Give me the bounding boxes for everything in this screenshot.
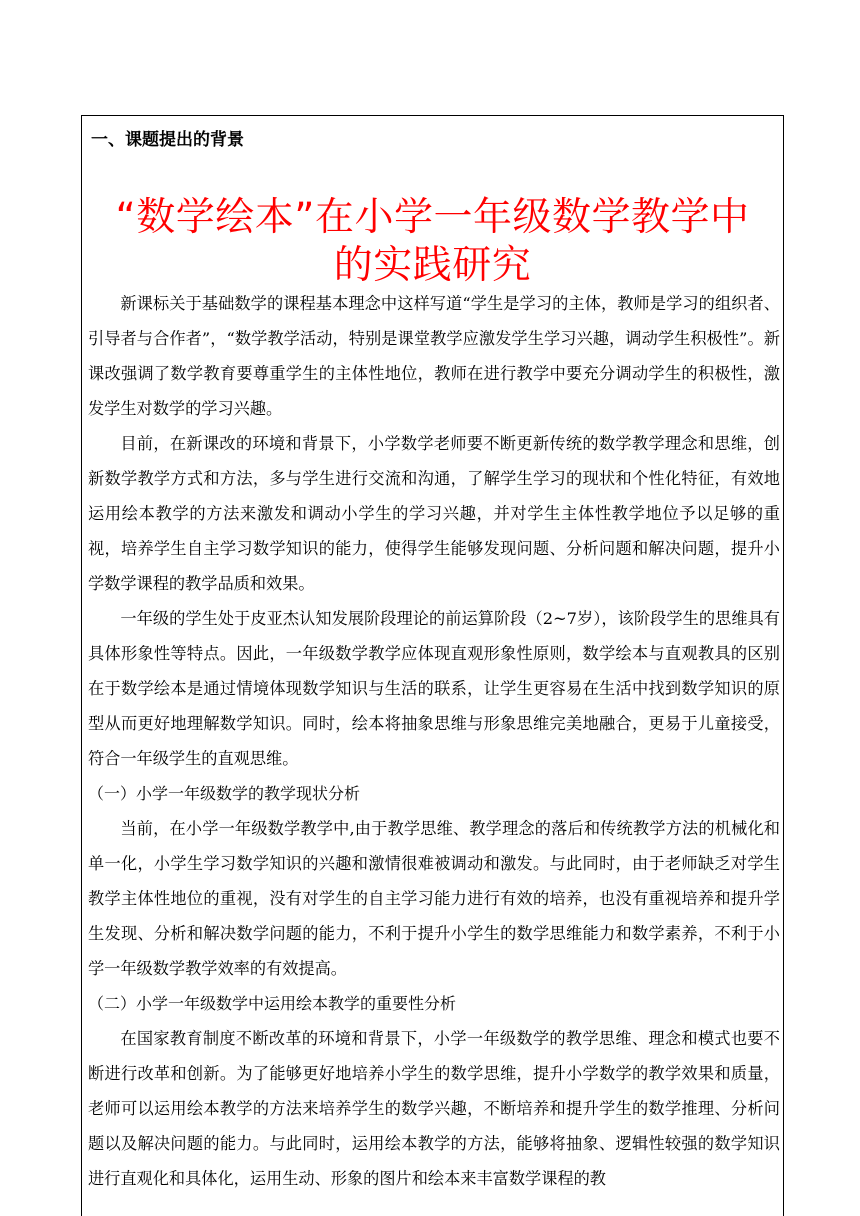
section-heading: 一、课题提出的背景 xyxy=(91,130,244,150)
title-line-2: 的实践研究 xyxy=(333,243,532,288)
subsection-2-paragraph: 在国家教育制度不断改革的环境和背景下，小学一年级数学的教学思维、理念和模式也要不断进行改革和创新。为了能够更好地培养小学生的数学思维，提升小学数学的教学效果和质量，老师可以运用绘本教学的方法来培养学生的数学兴趣，不断培养和提升学生的数学推理、分析问题以及解决问题的能力。与此同时，运用绘本教学的方法，能够将抽象、逻辑性较强的数学知识进行直观化和具体化，运用生动、形象的图片和绘本来丰富数学课程的教 xyxy=(88,1029,780,1188)
document-title xyxy=(82,194,783,290)
document-frame xyxy=(81,115,784,1216)
title-line-1: “数学绘本”在小学一年级数学教学中 xyxy=(115,195,750,240)
subsection-2-heading: （二）小学一年级数学中运用绘本教学的重要性分析 xyxy=(88,994,457,1013)
paragraph-1: 新课标关于基础数学的课程基本理念中这样写道“学生是学习的主体，教师是学习的组织者、引导者与合作者”，“数学教学活动，特别是课堂教学应激发学生学习兴趣，调动学生积极性”。新课改强调了数学教育要尊重学生的主体性地位，教师在进行教学中要充分调动学生的积极性，激发学生对数学的学习兴趣。 xyxy=(88,294,780,418)
subsection-1-paragraph: 当前，在小学一年级数学教学中,由于教学思维、教学理念的落后和传统教学方法的机械化和单一化，小学生学习数学知识的兴趣和激情很难被调动和激发。与此同时，由于老师缺乏对学生教学主体性地位的重视，没有对学生的自主学习能力进行有效的培养，也没有重视培养和提升学生发现、分析和解决数学问题的能力，不利于提升小学生的数学思维能力和数学素养，不利于小学一年级数学教学效率的有效提高。 xyxy=(88,819,780,978)
subsection-1-heading: （一）小学一年级数学的教学现状分析 xyxy=(88,784,361,803)
paragraph-3: 一年级的学生处于皮亚杰认知发展阶段理论的前运算阶段（2~7岁），该阶段学生的思维具有具体形象性等特点。因此，一年级数学教学应体现直观形象性原则，数学绘本与直观教具的区别在于数学绘本是通过情境体现数学知识与生活的联系，让学生更容易在生活中找到数学知识的原型从而更好地理解数学知识。同时，绘本将抽象思维与形象思维完美地融合，更易于儿童接受，符合一年级学生的直观思维。 xyxy=(88,609,780,768)
paragraph-2: 目前，在新课改的环境和背景下，小学数学老师要不断更新传统的数学教学理念和思维，创新数学教学方式和方法，多与学生进行交流和沟通，了解学生学习的现状和个性化特征，有效地运用绘本教学的方法来激发和调动小学生的学习兴趣，并对学生主体性教学地位予以足够的重视，培养学生自主学习数学知识的能力，使得学生能够发现问题、分析问题和解决问题，提升小学数学课程的教学品质和效果。 xyxy=(88,434,780,593)
document-body xyxy=(88,286,780,1196)
